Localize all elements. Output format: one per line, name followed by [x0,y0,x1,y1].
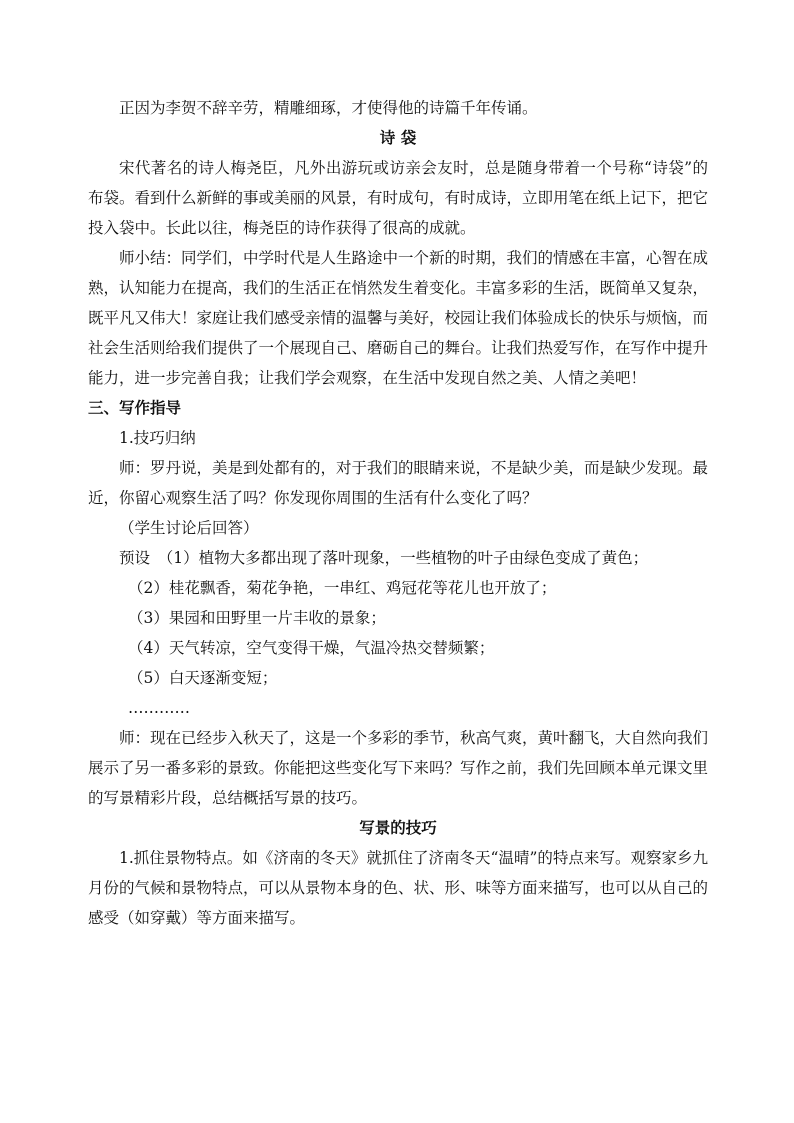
paragraph-rodin: 师：罗丹说，美是到处都有的，对于我们的眼睛来说，不是缺少美，而是缺少发现。最近，你留心观察生活了吗？你发现你周围的生活有什么变化了吗？ [88,459,709,507]
paragraph-autumn: 师：现在已经步入秋天了，这是一个多彩的季节，秋高气爽，黄叶翻飞，大自然向我们展示了另一番多彩的景致。你能把这些变化写下来吗？写作之前，我们先回顾本单元课文里的写景精彩片段，总结概括写景的技巧。 [88,729,709,807]
heading-poem-bag: 诗 袋 [379,128,417,147]
list-item-5: （5）白天逐渐变短； [128,669,278,687]
ellipsis: ………… [128,699,190,717]
paragraph-teacher-summary: 师小结：同学们，中学时代是人生路途中一个新的时期，我们的情感在丰富，心智在成熟，认知能力在提高，我们的生活正在悄然发生着变化。丰富多彩的生活，既简单又复杂，既平凡又伟大！家庭让我们感受亲情的温馨与美好，校园让我们体验成长的快乐与烦恼，而社会生活则给我们提供了一个展现自己、磨砺自己的舞台。让我们热爱写作，在写作中提升能力，进一步完善自我；让我们学会观察，在生活中发现自然之美、人情之美吧！ [88,249,709,387]
list-item-preset-1: 预设 （1）植物大多都出现了落叶现象，一些植物的叶子由绿色变成了黄色； [119,549,649,567]
paragraph-skill-1: 1.抓住景物特点。如《济南的冬天》就抓住了济南冬天“温晴”的特点来写。观察家乡九月份的气候和景物特点，可以从景物本身的色、状、形、味等方面来描写，也可以从自己的感受（如穿戴）等方面来描写。 [88,849,709,927]
paragraph-mei-yaochen: 宋代著名的诗人梅尧臣，凡外出游玩或访亲会友时，总是随身带着一个号称“诗袋”的布袋。看到什么新鲜的事或美丽的风景，有时成句，有时成诗，立即用笔在纸上记下，把它投入袋中。长此以往，梅尧臣的诗作获得了很高的成就。 [88,159,709,237]
list-item-3: （3）果园和田野里一片丰收的景象； [128,609,386,627]
heading-scenery-skills: 写景的技巧 [359,818,437,837]
paragraph-li-he: 正因为李贺不辞辛劳，精雕细琢，才使得他的诗篇千年传诵。 [119,99,538,117]
subheading-skill-summary: 1.技巧归纳 [119,429,196,447]
paragraph-student-discussion: （学生讨论后回答） [119,519,259,537]
document-page [88,93,708,933]
section-heading-writing-guide: 三、写作指导 [88,398,182,417]
list-item-2: （2）桂花飘香，菊花争艳，一串红、鸡冠花等花儿也开放了； [128,579,557,597]
list-item-4: （4）天气转凉，空气变得干燥，气温冷热交替频繁； [128,639,495,657]
